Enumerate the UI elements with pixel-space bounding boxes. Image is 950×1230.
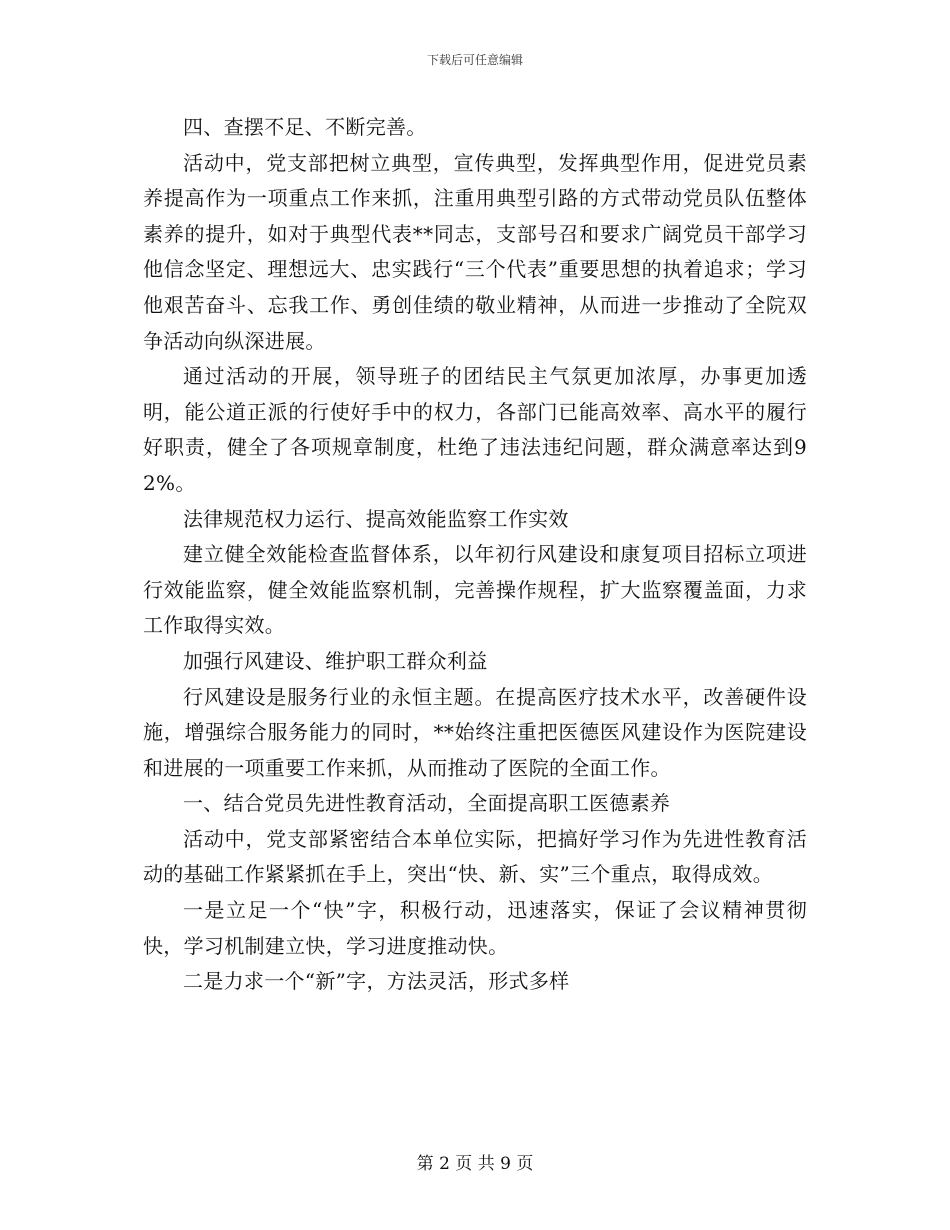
paragraph-fast: 一是立足一个“快”字，积极行动，迅速落实，保证了会议精神贯彻快，学习机制建立快，学习进度推动快。 [143, 898, 807, 958]
page-number-footer: 第 2 页 共 9 页 [416, 1154, 534, 1174]
paragraph-activity-results: 通过活动的开展，领导班子的团结民主气氛更加浓厚，办事更加透明，能公道正派的行使好手中的权力，各部门已能高效率、高水平的履行好职责，健全了各项规章制度，杜绝了违法违纪问题，群众满意率达到92%。 [143, 364, 807, 495]
paragraph-typical-example: 活动中，党支部把树立典型，宣传典型，发挥典型作用，促进党员素养提高作为一项重点工作来抓，注重用典型引路的方式带动党员队伍整体素养的提升，如对于典型代表**同志，支部号召和要求广阔党员干部学习他信念坚定、理想远大、忠实践行“三个代表”重要思想的执着追求；学习他艰苦奋斗、忘我工作、勇创佳绩的敬业精神，从而进一步推动了全院双争活动向纵深进展。 [143, 150, 807, 353]
paragraph-new: 二是力求一个“新”字，方法灵活，形式多样 [183, 969, 570, 994]
document-body [143, 110, 807, 1000]
paragraph-efficiency-supervision: 建立健全效能检查监督体系，以年初行风建设和康复项目招标立项进行效能监察，健全效能监察机制，完善操作规程，扩大监察覆盖面，力求工作取得实效。 [143, 542, 807, 638]
paragraph-study-work: 活动中，党支部紧密结合本单位实际，把搞好学习作为先进性教育活动的基础工作紧紧抓在手上，突出“快、新、实”三个重点，取得成效。 [143, 826, 807, 887]
paragraph-legal-heading: 法律规范权力运行、提高效能监察工作实效 [183, 506, 569, 531]
paragraph-style-heading: 加强行风建设、维护职工群众利益 [183, 648, 488, 673]
paragraph-section-4-heading: 四、查摆不足、不断完善。 [183, 115, 427, 139]
page-header: 下载后可任意编辑 [426, 53, 523, 67]
paragraph-section-1-heading: 一、结合党员先进性教育活动，全面提高职工医德素养 [183, 791, 671, 816]
paragraph-style-construction: 行风建设是服务行业的永恒主题。在提高医疗技术水平，改善硬件设施，增强综合服务能力的同时，**始终注重把医德医风建设作为医院建设和进展的一项重要工作来抓，从而推动了医院的全面工作。 [143, 684, 807, 780]
